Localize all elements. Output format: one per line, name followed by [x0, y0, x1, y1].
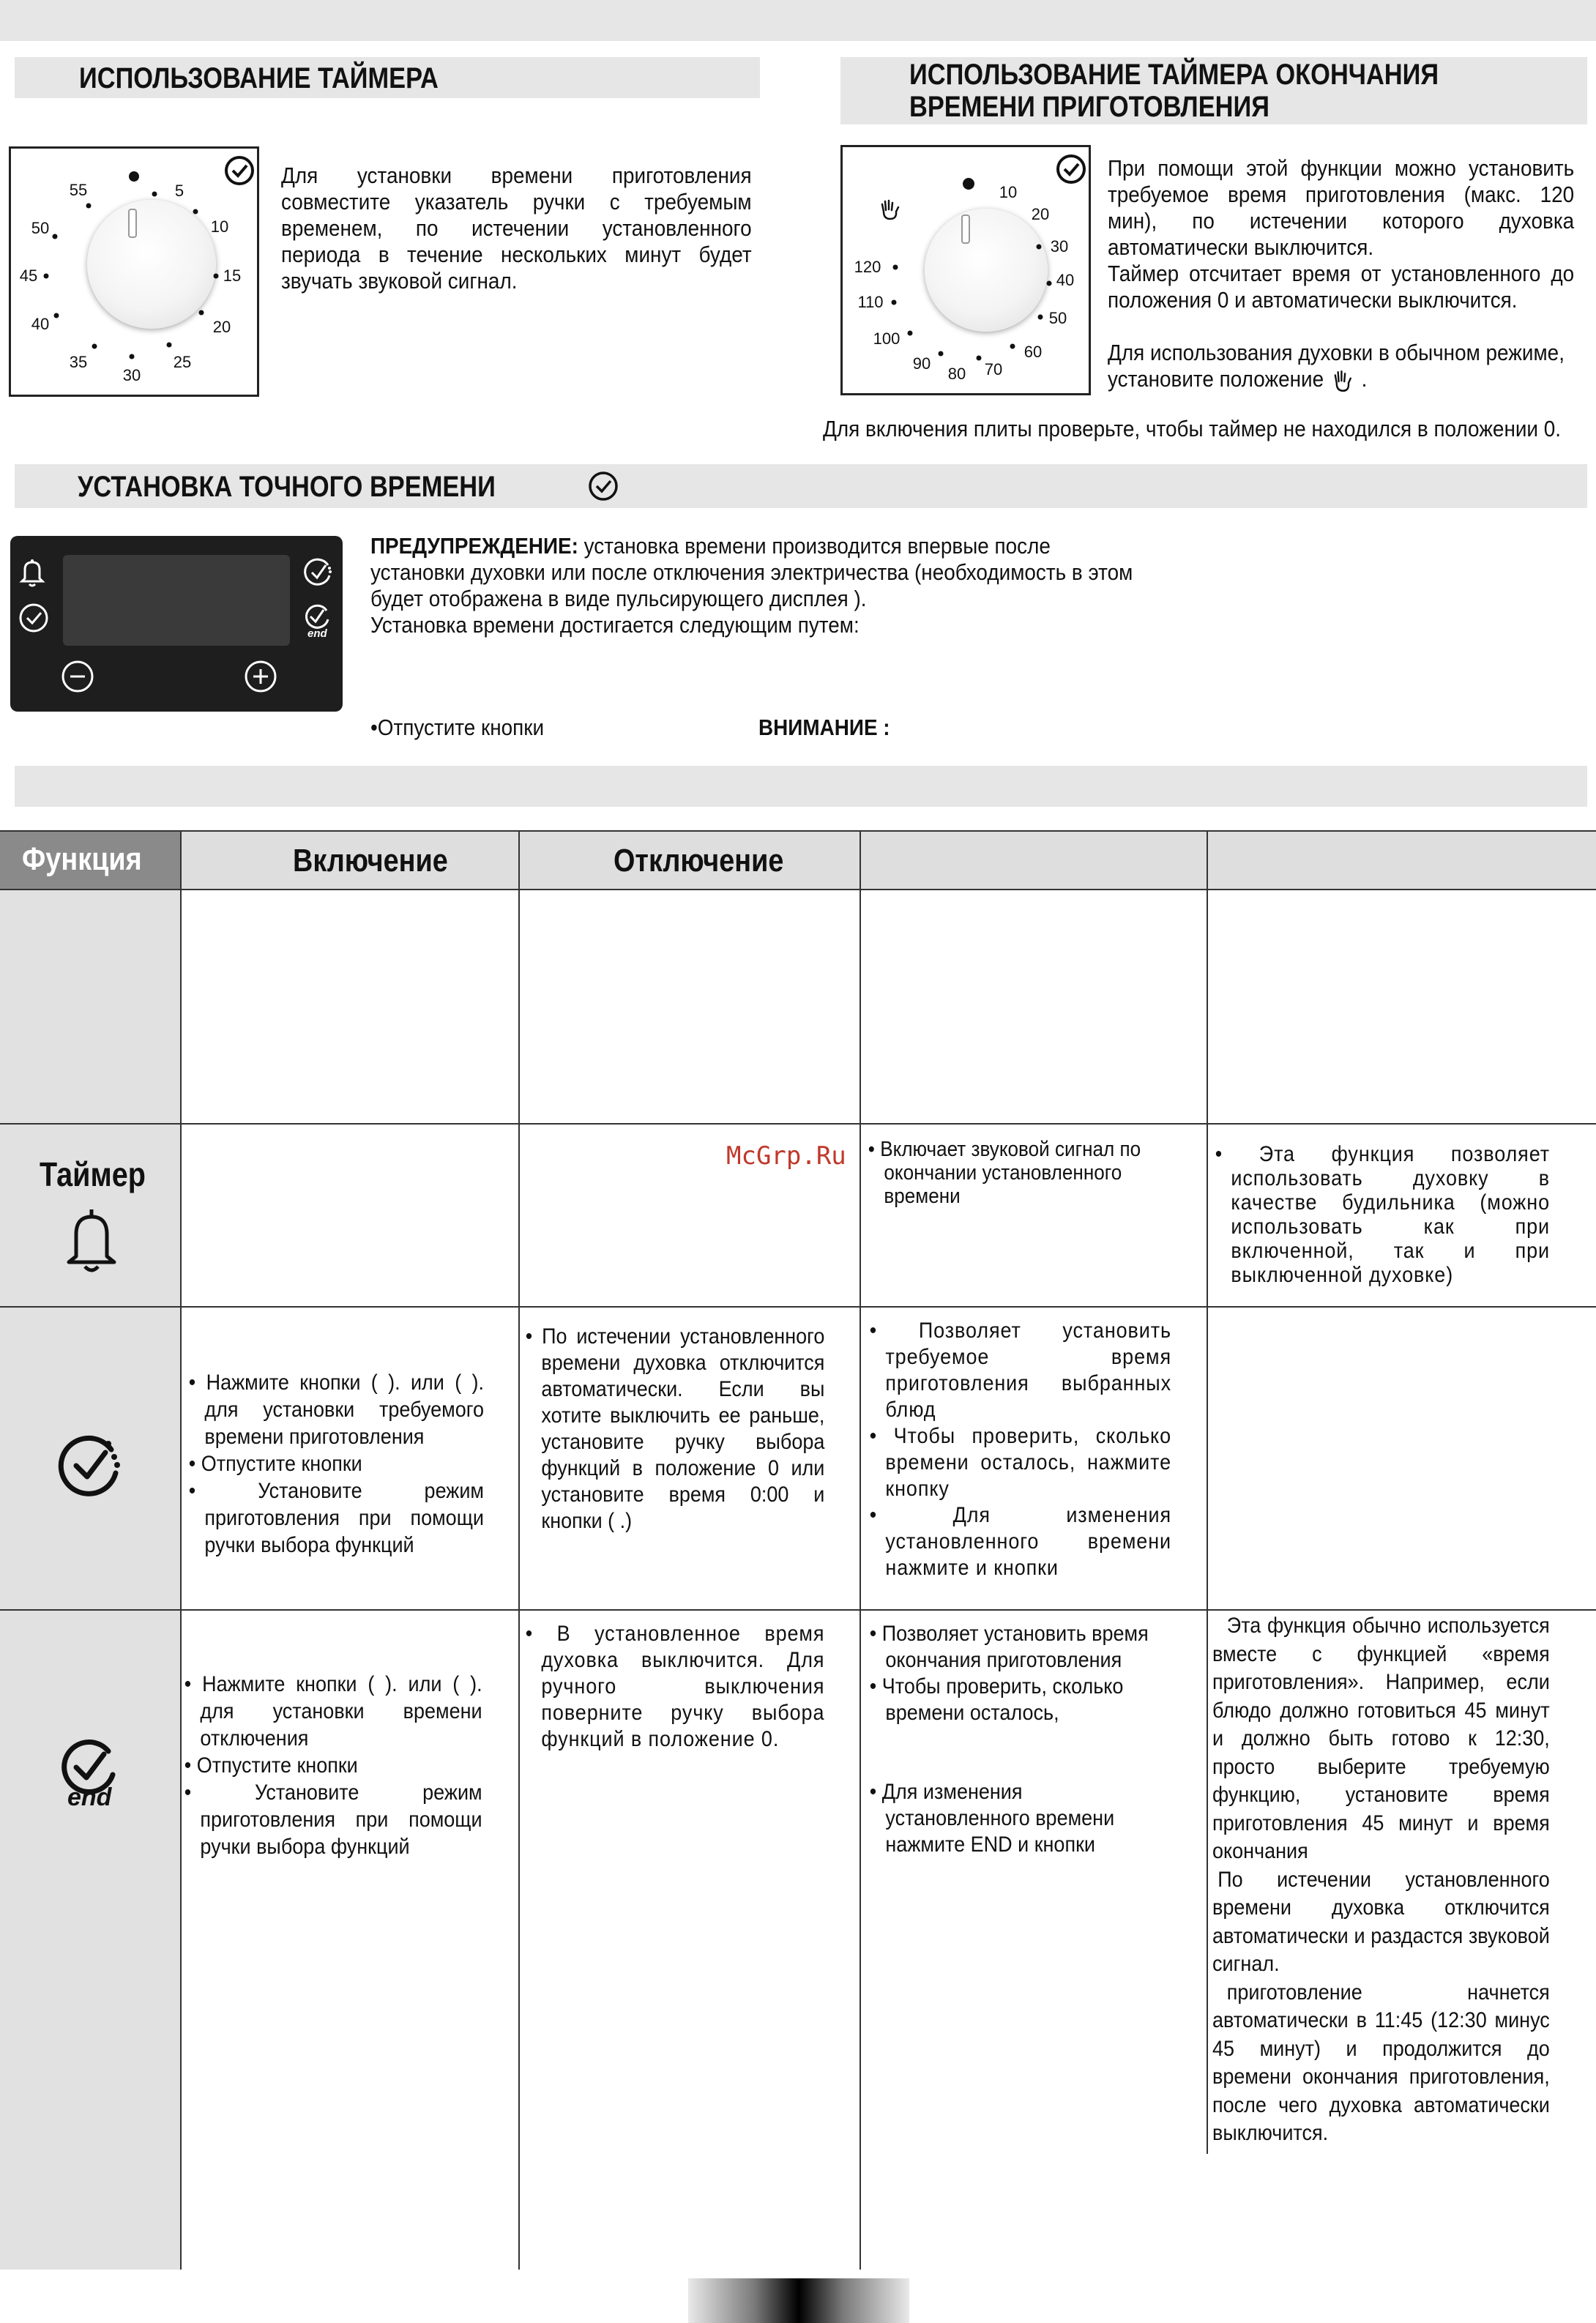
end-timer-description-3-end: . — [1361, 366, 1368, 392]
end-on-item: • Отпустите кнопки — [184, 1753, 358, 1778]
hand-manual-icon — [878, 197, 903, 222]
col-divider — [859, 832, 861, 2270]
dial-label: 30 — [122, 366, 141, 384]
dial-label: 40 — [31, 315, 50, 333]
dial-dot — [214, 274, 219, 279]
dial-dot — [86, 204, 92, 209]
col-divider — [180, 832, 182, 2270]
end-time-button[interactable] — [302, 602, 335, 643]
section-bar — [15, 766, 1587, 807]
timer-description: Для установки времени приготовления совместите указатель ручки с требуемым временем, по истечении установленного периода в течение нескольких минут будет звучать звуковой сигнал. — [281, 163, 752, 294]
col-divider — [518, 832, 520, 2270]
dial-label: 20 — [1031, 205, 1050, 223]
end-col4-item: • Чтобы проверить, сколько времени осталось, — [869, 1674, 1124, 1725]
zero-marker — [129, 171, 139, 182]
clock-button[interactable] — [18, 602, 50, 634]
release-buttons-text: •Отпустите кнопки — [370, 715, 545, 740]
timer-knob[interactable] — [87, 200, 216, 329]
end-col5-p1: Эта функция обычно используется вместе с функцией «время приготовления». Например, если блюдо должно готовиться 45 минут и должно быть готово к 12:30, просто выберите требуемую функцию, установите время приготовления 45 минут и время окончания — [1212, 1614, 1550, 1863]
clock-title: УСТАНОВКА ТОЧНОГО ВРЕМЕНИ — [78, 471, 496, 503]
duration-col4-item: • Для изменения установленного времени нажмите и кнопки — [869, 1503, 1172, 1580]
clock-display — [63, 555, 290, 646]
duration-off-cell — [524, 1324, 824, 1535]
function-column-shade — [0, 832, 180, 2270]
bell-button[interactable] — [18, 556, 47, 589]
end-timer-description-3: Для использования духовки в обычном режиме, установите положение — [1108, 340, 1565, 392]
hand-manual-icon — [1330, 368, 1356, 394]
dial-label: 15 — [223, 266, 242, 285]
dial-dot — [1037, 245, 1042, 250]
end-col4-cell — [868, 1621, 1171, 1858]
dial-dot — [152, 192, 157, 197]
end-timer-knob-pointer — [961, 215, 970, 244]
row-divider — [0, 1609, 1596, 1611]
duration-on-item: • Отпустите кнопки — [188, 1452, 362, 1476]
watermark: McGrp.Ru — [726, 1141, 846, 1171]
end-timer-dial — [840, 145, 1091, 395]
minus-button[interactable] — [60, 659, 95, 694]
col-divider — [1207, 832, 1208, 2154]
dial-label: 25 — [173, 353, 192, 371]
end-col4-item: • Для изменения установленного времени нажмите END и кнопки — [869, 1780, 1115, 1857]
dial-label: 55 — [69, 181, 88, 199]
dial-dot — [53, 234, 58, 239]
dial-label: 100 — [873, 329, 900, 348]
dial-dot — [892, 300, 897, 305]
check-clock-icon — [223, 154, 256, 187]
bell-icon — [59, 1204, 124, 1277]
dial-dot — [1010, 344, 1015, 349]
end-col5-p2: По истечении установленного времени духовка отключится автоматически и раздастся звуковой сигнал. — [1212, 1867, 1550, 1976]
end-on-item: • Установите режим приготовления при помощи ручки выбора функций — [184, 1781, 482, 1859]
dial-label: 45 — [19, 266, 38, 285]
timer-row-col5 — [1214, 1142, 1550, 1287]
dial-label: 60 — [1023, 343, 1043, 361]
dial-dot — [908, 331, 913, 336]
end-off-cell — [524, 1621, 824, 1753]
timer-row-label: Таймер — [40, 1155, 146, 1193]
check-clock-icon — [1055, 153, 1087, 185]
dial-label: 35 — [69, 353, 88, 371]
cooking-duration-icon — [54, 1429, 127, 1502]
function-table — [0, 829, 1596, 2270]
timer-col5-item: • Эта функция позволяет использовать духовку в качестве будильника (можно использовать как при включенной, так и при выключенной духовке) — [1215, 1142, 1550, 1287]
end-timer-description-2: Таймер отсчитает время от установленного до положения 0 и автоматически выключится. — [1108, 261, 1575, 313]
row-divider — [0, 1306, 1596, 1308]
dial-dot — [92, 344, 97, 349]
timer-row-col4 — [867, 1138, 1170, 1208]
dial-dot — [130, 354, 135, 359]
warning-text: установка времени производится впервые после установки духовки или после отключения электричества (необходимость в этом будет отображена в виде пульсирующего дисплея ). — [370, 533, 1133, 611]
dial-label: 120 — [854, 258, 881, 276]
duration-on-item: • Установите режим приготовления при помощи ручки выбора функций — [188, 1479, 484, 1557]
duration-on-item: • Нажмите кнопки ( ). или ( ). для установки требуемого времени приготовления — [188, 1371, 485, 1449]
dial-dot — [54, 313, 59, 318]
cooking-duration-button[interactable] — [302, 555, 335, 589]
duration-col4-item: • Позволяет установить требуемое время приготовления выбранных блюд — [869, 1319, 1171, 1422]
row-divider — [0, 889, 1596, 890]
function-header: Функция — [22, 841, 142, 877]
dial-label: 70 — [984, 360, 1003, 379]
duration-on-cell — [187, 1369, 484, 1559]
minute-timer-dial — [9, 146, 259, 397]
dial-dot — [167, 343, 172, 348]
end-col4-item: • Позволяет установить время окончания приготовления — [869, 1622, 1149, 1672]
dial-dot — [1047, 281, 1052, 286]
dial-label: 80 — [947, 365, 966, 383]
dial-label: 50 — [31, 219, 50, 237]
dial-dot — [193, 209, 198, 215]
oven-control-panel — [10, 536, 343, 712]
duration-col4-cell — [868, 1318, 1171, 1581]
end-on-item: • Нажмите кнопки ( ). или ( ). для установки времени отключения — [184, 1672, 482, 1750]
zero-marker — [963, 178, 974, 190]
dial-label: 50 — [1048, 309, 1067, 327]
dial-label: 10 — [210, 217, 229, 236]
check-clock-icon — [587, 470, 619, 502]
end-row-label: end — [67, 1783, 112, 1811]
off-header: Отключение — [614, 843, 784, 879]
page-tab — [688, 2278, 909, 2323]
end-timer-title-1: ИСПОЛЬЗОВАНИЕ ТАЙМЕРА ОКОНЧАНИЯ — [909, 59, 1439, 91]
end-timer-knob[interactable] — [925, 209, 1048, 332]
warning-text-2: Установка времени достигается следующим путем: — [370, 612, 859, 638]
end-label: end — [307, 627, 327, 640]
timer-title: ИСПОЛЬЗОВАНИЕ ТАЙМЕРА — [79, 62, 439, 94]
plus-button[interactable] — [243, 659, 278, 694]
timer-knob-pointer — [128, 209, 137, 238]
dial-dot — [977, 356, 982, 361]
dial-label: 10 — [999, 183, 1018, 201]
dial-dot — [199, 310, 204, 316]
end-timer-description-1: При помощи этой функции можно установить требуемое время приготовления (макс. 120 мин), по истечении которого духовка автоматически выключится. — [1108, 155, 1575, 260]
warning-block — [370, 533, 1148, 612]
dial-label: 5 — [174, 182, 184, 200]
end-time-icon — [51, 1737, 132, 1817]
end-timer-title-2: ВРЕМЕНИ ПРИГОТОВЛЕНИЯ — [909, 91, 1269, 123]
duration-col4-item: • Чтобы проверить, сколько времени осталось, нажмите кнопку — [869, 1424, 1171, 1501]
end-col5-p3: приготовление начнется автоматически в 11:45 (12:30 минус 45 минут) и продолжится до времени окончания приготовления, после чего духовка автоматически выключится. — [1212, 1980, 1550, 2145]
timer-col4-item: • Включает звуковой сигнал по окончании установленного времени — [868, 1138, 1141, 1208]
dial-label: 90 — [912, 354, 931, 373]
end-timer-description-3-row — [1108, 340, 1582, 394]
end-col5-cell — [1212, 1612, 1550, 2148]
dial-label: 20 — [212, 318, 231, 336]
top-bar — [0, 0, 1596, 41]
dial-label: 110 — [857, 293, 884, 311]
duration-off-item: • По истечении установленного времени духовка отключится автоматически. Если вы хотите выключить ее раньше, установите ручку выбора функций в положение 0 или установите время 0:00 и кнопки ( .) — [525, 1324, 825, 1533]
dial-dot — [893, 265, 898, 270]
dial-label: 30 — [1050, 237, 1069, 256]
end-on-cell — [183, 1671, 482, 1860]
note-line: Для включения плиты проверьте, чтобы таймер не находился в положении 0. — [823, 416, 1562, 441]
dial-dot — [939, 351, 944, 357]
dial-dot — [44, 274, 49, 279]
attention-label: ВНИМАНИЕ : — [758, 715, 890, 740]
row-divider — [0, 1123, 1596, 1125]
end-off-item: • В установленное время духовка выключится. Для ручного выключения поверните ручку выбора функций в положение 0. — [525, 1622, 825, 1751]
dial-label: 40 — [1056, 271, 1075, 289]
warning-label: ПРЕДУПРЕЖДЕНИЕ: — [370, 533, 578, 559]
on-header: Включение — [293, 843, 448, 879]
dial-dot — [1038, 315, 1043, 320]
